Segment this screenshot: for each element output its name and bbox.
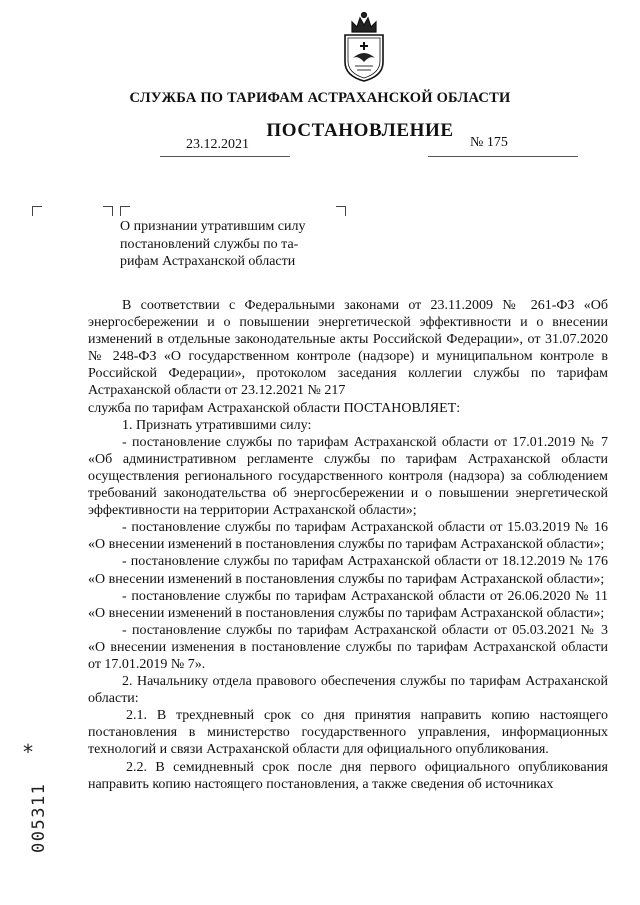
corner-mark-top-left (32, 206, 42, 216)
item-1-entry: - постановление службы по тарифам Астраханской области от 05.03.2021 № 3 «О внесении изменения в постановление службы по тарифам Астраханской области от 17.01.2019 № 7». (88, 622, 608, 672)
document-number: № 175 (470, 135, 508, 150)
stamp-asterisk: * (22, 740, 35, 764)
item-1-entry: - постановление службы по тарифам Астраханской области от 15.03.2019 № 16 «О внесении изменений в постановления службы по тарифам Астраханской области»; (88, 520, 608, 553)
corner-mark-top-right-left (103, 206, 113, 216)
item-1-title: 1. Признать утратившими силу: (122, 417, 312, 433)
subject-line: постановлений службы по та- (120, 236, 299, 252)
number-underline (428, 156, 578, 157)
stamp-serial-number: 005311 (29, 782, 49, 853)
coat-of-arms-emblem (340, 8, 388, 84)
subject-block (120, 218, 330, 271)
subject-line: рифам Астраханской области (120, 254, 296, 269)
preamble-paragraph: В соответствии с Федеральными законами от 23.11.2009 № 261-ФЗ «Об энергосбережении и о повышении энергетической эффективности и о внесении изменений в отдельные законодательные акты Российской Федерации», от 31.07.2020 № 248-ФЗ «О государственном контроле (надзоре) и муниципальном контроле в Российской Федерации», протоколом заседания коллегии службы по тарифам Астраханской области от 23.12.2021 № 217 (88, 298, 608, 399)
item-1-entry: - постановление службы по тарифам Астраханской области от 26.06.2020 № 11 «О внесении изменений в постановления службы по тарифам Астраханской области»; (88, 588, 608, 621)
document-date: 23.12.2021 (186, 137, 249, 152)
corner-mark-subject-left (120, 206, 130, 216)
corner-mark-subject-right (336, 206, 346, 216)
item-2-1-paragraph: 2.1. В трехдневный срок со дня принятия направить копию настоящего постановления в министерство государственного управления, информационных технологий и связи Астраханской области для официального опубликования. (88, 708, 608, 758)
document-type-title: ПОСТАНОВЛЕНИЕ (266, 120, 454, 141)
item-1-entry: - постановление службы по тарифам Астраханской области от 17.01.2019 № 7 «Об административном регламенте службы по тарифам Астраханской области осуществления регионального государственного контроля (надзора) за соблюдением требований законодательства об энергосбережении и о повышении энергетической эффективности на территории Астраханской области»; (88, 434, 608, 519)
resolution-clause: служба по тарифам Астраханской области ПОСТАНОВЛЯЕТ: (88, 400, 461, 416)
item-2-2-paragraph: 2.2. В семидневный срок после дня первого официального опубликования направить копию настоящего постановления, а также сведения об источниках (88, 759, 608, 792)
margin-serial-stamp (4, 740, 54, 853)
subject-line: О признании утратившим силу (120, 219, 306, 234)
item-1-entry: - постановление службы по тарифам Астраханской области от 18.12.2019 № 176 «О внесении изменений в постановления службы по тарифам Астраханской области»; (88, 554, 608, 587)
item-2-paragraph: 2. Начальнику отдела правового обеспечения службы по тарифам Астраханской области: (88, 674, 608, 707)
organization-name: СЛУЖБА ПО ТАРИФАМ АСТРАХАНСКОЙ ОБЛАСТИ (129, 90, 511, 106)
document-body (88, 297, 608, 793)
date-underline (160, 156, 290, 157)
